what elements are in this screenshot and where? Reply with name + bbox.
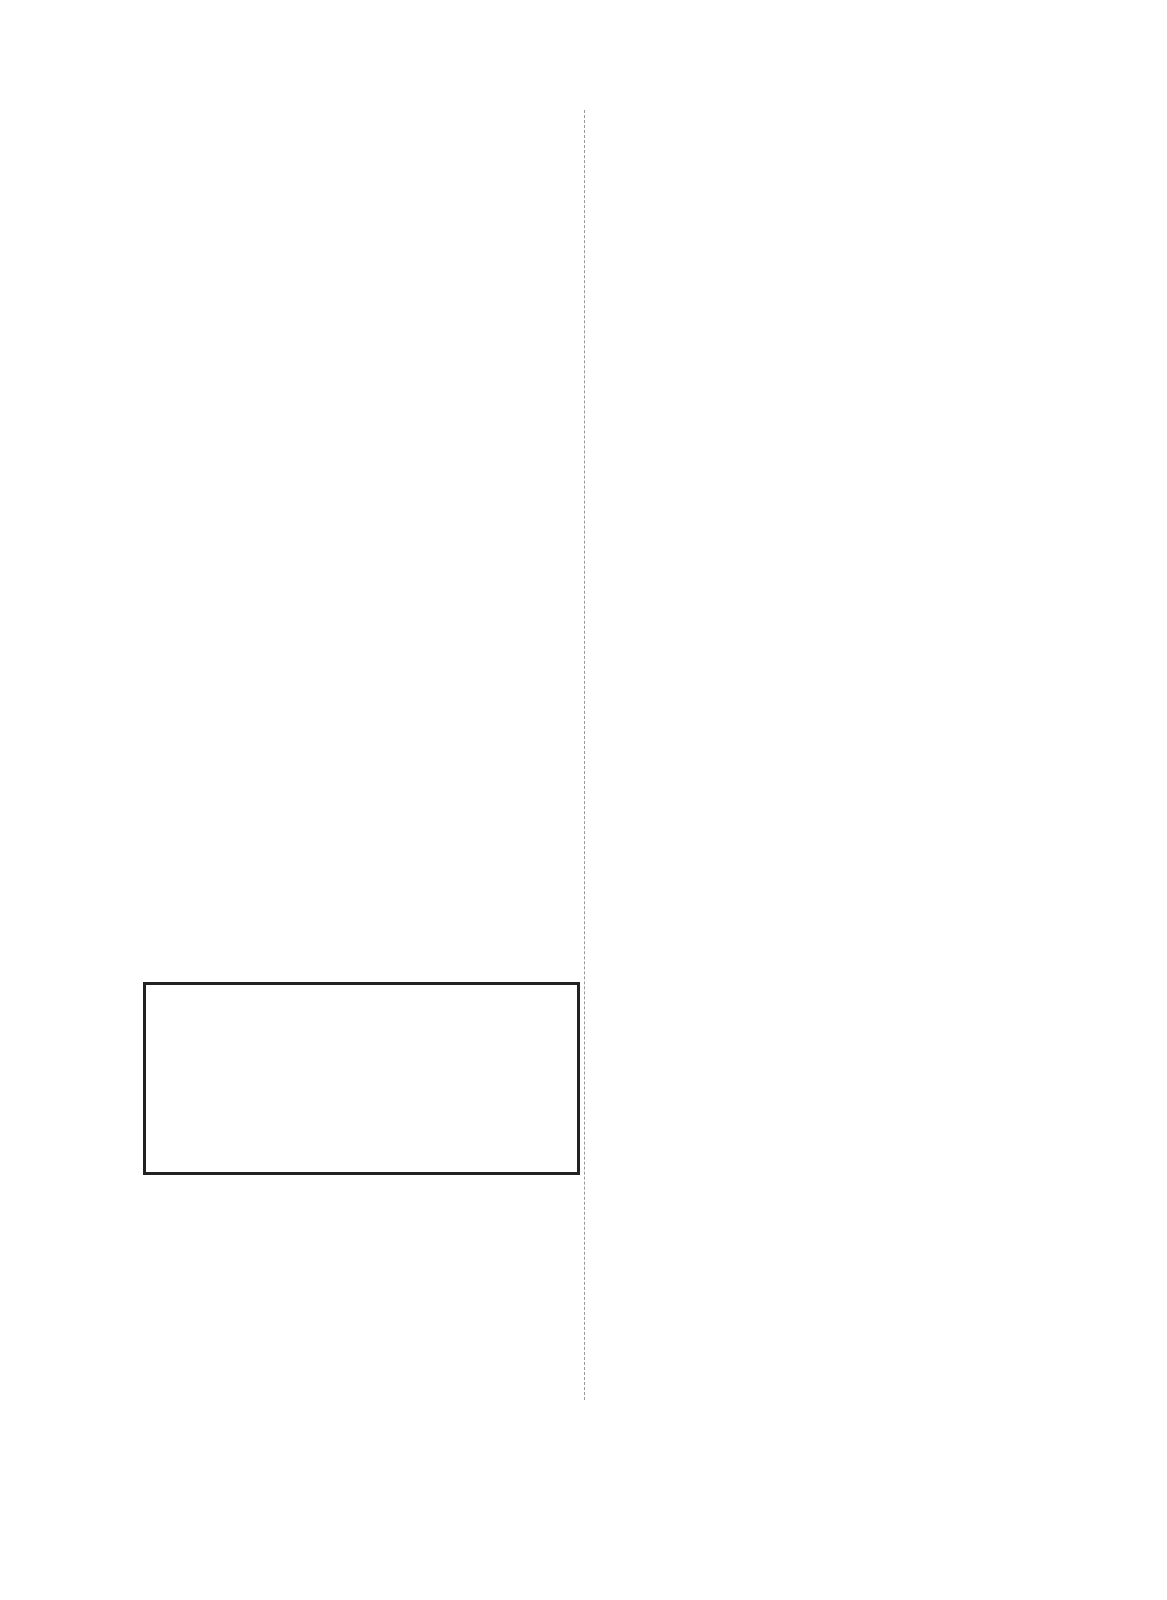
column-divider	[584, 110, 585, 1400]
variation-table	[143, 982, 580, 1175]
